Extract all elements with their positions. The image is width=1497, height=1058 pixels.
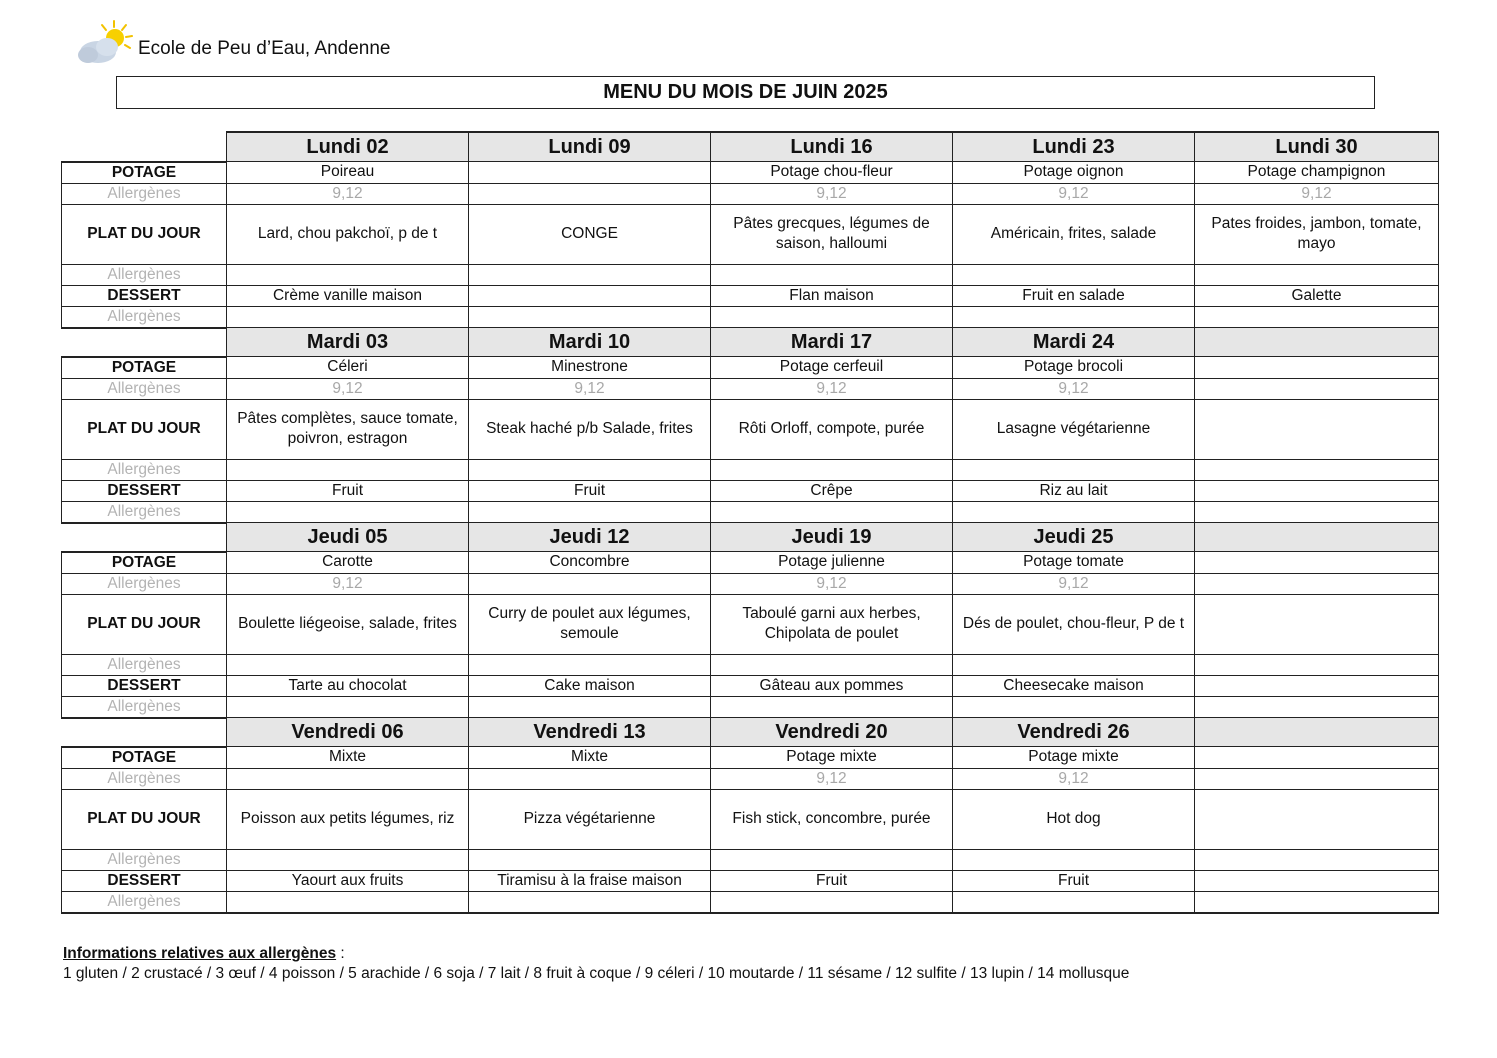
menu-cell-potage-allergens: 9,12 <box>227 183 469 204</box>
menu-cell-dessert-allergens <box>711 501 953 523</box>
menu-cell-dessert-allergens <box>953 501 1195 523</box>
menu-cell-dessert-allergens <box>227 696 469 718</box>
menu-row-potage <box>62 552 1439 574</box>
blank-corner <box>62 328 227 357</box>
menu-row-plat-allergens <box>62 459 1439 480</box>
menu-cell-potage: Potage chou-fleur <box>711 162 953 184</box>
row-label-dessert-allergens: Allergènes <box>62 696 227 718</box>
page-header <box>76 18 390 70</box>
menu-cell-potage-allergens <box>469 183 711 204</box>
row-label-potage-allergens: Allergènes <box>62 378 227 399</box>
menu-cell-dessert: Fruit en salade <box>953 285 1195 306</box>
day-header: Lundi 16 <box>711 132 953 162</box>
row-label-dessert: DESSERT <box>62 480 227 501</box>
menu-cell-plat: Hot dog <box>953 789 1195 849</box>
menu-cell-plat-allergens <box>1195 459 1439 480</box>
menu-cell-plat-allergens <box>953 459 1195 480</box>
menu-cell-potage-allergens: 9,12 <box>711 378 953 399</box>
menu-cell-potage-allergens <box>1195 378 1439 399</box>
menu-cell-potage-allergens: 9,12 <box>227 573 469 594</box>
menu-cell-potage-allergens: 9,12 <box>953 183 1195 204</box>
menu-cell-plat-allergens <box>227 849 469 870</box>
menu-row-dessert <box>62 675 1439 696</box>
row-label-dessert: DESSERT <box>62 285 227 306</box>
menu-row-plat-allergens <box>62 654 1439 675</box>
menu-cell-dessert-allergens <box>469 306 711 328</box>
menu-cell-dessert: Crêpe <box>711 480 953 501</box>
day-header: Vendredi 26 <box>953 718 1195 747</box>
row-label-potage: POTAGE <box>62 357 227 379</box>
day-header: Lundi 02 <box>227 132 469 162</box>
menu-row-dessert-allergens <box>62 306 1439 328</box>
menu-cell-potage: Potage mixte <box>711 747 953 769</box>
menu-cell-dessert: Cheesecake maison <box>953 675 1195 696</box>
menu-cell-potage-allergens <box>227 768 469 789</box>
menu-cell-dessert <box>1195 480 1439 501</box>
menu-cell-potage-allergens: 9,12 <box>953 378 1195 399</box>
menu-cell-potage-allergens: 9,12 <box>711 768 953 789</box>
sun-cloud-logo-icon <box>76 19 136 69</box>
menu-cell-plat: Pâtes grecques, légumes de saison, halloumi <box>711 204 953 264</box>
menu-cell-dessert-allergens <box>1195 306 1439 328</box>
menu-cell-potage <box>469 162 711 184</box>
menu-cell-dessert-allergens <box>227 891 469 913</box>
day-header: Lundi 09 <box>469 132 711 162</box>
menu-cell-potage: Mixte <box>227 747 469 769</box>
day-header: Mardi 17 <box>711 328 953 357</box>
menu-cell-plat-allergens <box>1195 264 1439 285</box>
school-name: Ecole de Peu d’Eau, Andenne <box>138 38 391 59</box>
row-label-dessert-allergens: Allergènes <box>62 501 227 523</box>
menu-cell-potage <box>1195 357 1439 379</box>
row-label-dessert: DESSERT <box>62 870 227 891</box>
menu-cell-dessert-allergens <box>953 891 1195 913</box>
menu-cell-plat: Curry de poulet aux légumes, semoule <box>469 594 711 654</box>
menu-row-dessert-allergens <box>62 501 1439 523</box>
day-header <box>1195 328 1439 357</box>
menu-row-potage <box>62 162 1439 184</box>
menu-cell-plat: Lasagne végétarienne <box>953 399 1195 459</box>
day-header: Vendredi 13 <box>469 718 711 747</box>
allergen-info-title: Informations relatives aux allergènes <box>63 945 337 962</box>
menu-cell-plat-allergens <box>711 849 953 870</box>
menu-cell-plat-allergens <box>953 654 1195 675</box>
day-header: Jeudi 25 <box>953 523 1195 552</box>
menu-cell-plat: Dés de poulet, chou-fleur, P de t <box>953 594 1195 654</box>
menu-cell-potage-allergens: 9,12 <box>711 183 953 204</box>
menu-cell-plat-allergens <box>953 264 1195 285</box>
menu-cell-plat-allergens <box>469 654 711 675</box>
menu-cell-plat-allergens <box>227 654 469 675</box>
menu-row-plat <box>62 204 1439 264</box>
menu-cell-plat: Poisson aux petits légumes, riz <box>227 789 469 849</box>
allergen-info-colon: : <box>336 945 345 962</box>
blank-corner <box>62 523 227 552</box>
menu-cell-potage: Potage oignon <box>953 162 1195 184</box>
menu-cell-potage: Potage champignon <box>1195 162 1439 184</box>
row-label-potage-allergens: Allergènes <box>62 183 227 204</box>
row-label-plat: PLAT DU JOUR <box>62 789 227 849</box>
menu-cell-dessert-allergens <box>711 891 953 913</box>
menu-cell-plat: Boulette liégeoise, salade, frites <box>227 594 469 654</box>
day-header: Jeudi 12 <box>469 523 711 552</box>
menu-cell-potage: Céleri <box>227 357 469 379</box>
menu-cell-plat: Lard, chou pakchoï, p de t <box>227 204 469 264</box>
day-header: Vendredi 20 <box>711 718 953 747</box>
row-label-dessert-allergens: Allergènes <box>62 306 227 328</box>
menu-cell-plat <box>1195 399 1439 459</box>
menu-table <box>61 131 1439 914</box>
menu-row-plat <box>62 594 1439 654</box>
allergen-list: 1 gluten / 2 crustacé / 3 œuf / 4 poisson / 5 arachide / 6 soja / 7 lait / 8 fruit à coque / 9 céleri / 10 moutarde / 11 sésame / 12 sulfite / 13 lupin / 14 mollusque <box>63 965 1130 982</box>
menu-cell-dessert: Fruit <box>711 870 953 891</box>
menu-cell-plat-allergens <box>469 459 711 480</box>
menu-cell-dessert-allergens <box>1195 891 1439 913</box>
menu-cell-potage-allergens <box>1195 768 1439 789</box>
row-label-plat-allergens: Allergènes <box>62 654 227 675</box>
menu-cell-dessert <box>469 285 711 306</box>
menu-cell-plat: CONGE <box>469 204 711 264</box>
menu-row-potage-allergens <box>62 183 1439 204</box>
day-header: Jeudi 19 <box>711 523 953 552</box>
menu-cell-plat-allergens <box>469 264 711 285</box>
menu-cell-potage-allergens <box>469 768 711 789</box>
menu-cell-potage-allergens: 9,12 <box>227 378 469 399</box>
row-label-dessert-allergens: Allergènes <box>62 891 227 913</box>
day-header <box>1195 718 1439 747</box>
menu-cell-plat-allergens <box>711 459 953 480</box>
menu-cell-dessert: Fruit <box>469 480 711 501</box>
menu-row-potage <box>62 357 1439 379</box>
menu-row-plat <box>62 789 1439 849</box>
row-label-plat-allergens: Allergènes <box>62 459 227 480</box>
menu-cell-potage-allergens <box>469 573 711 594</box>
row-label-plat: PLAT DU JOUR <box>62 594 227 654</box>
menu-row-plat-allergens <box>62 264 1439 285</box>
menu-cell-dessert-allergens <box>1195 501 1439 523</box>
day-header: Mardi 10 <box>469 328 711 357</box>
menu-cell-dessert-allergens <box>953 696 1195 718</box>
menu-cell-dessert: Galette <box>1195 285 1439 306</box>
menu-cell-plat-allergens <box>953 849 1195 870</box>
menu-cell-plat <box>1195 789 1439 849</box>
row-label-potage: POTAGE <box>62 747 227 769</box>
menu-cell-potage: Poireau <box>227 162 469 184</box>
menu-cell-dessert: Gâteau aux pommes <box>711 675 953 696</box>
day-header: Jeudi 05 <box>227 523 469 552</box>
menu-cell-potage: Carotte <box>227 552 469 574</box>
menu-cell-potage: Mixte <box>469 747 711 769</box>
menu-cell-dessert: Crème vanille maison <box>227 285 469 306</box>
day-header-row <box>62 132 1439 162</box>
menu-cell-plat: Américain, frites, salade <box>953 204 1195 264</box>
menu-row-potage <box>62 747 1439 769</box>
menu-row-dessert <box>62 870 1439 891</box>
menu-cell-dessert: Tiramisu à la fraise maison <box>469 870 711 891</box>
menu-cell-potage-allergens: 9,12 <box>469 378 711 399</box>
menu-cell-dessert-allergens <box>469 501 711 523</box>
row-label-dessert: DESSERT <box>62 675 227 696</box>
menu-cell-dessert-allergens <box>227 306 469 328</box>
menu-cell-dessert-allergens <box>711 306 953 328</box>
day-header-row <box>62 523 1439 552</box>
menu-cell-potage: Potage cerfeuil <box>711 357 953 379</box>
menu-cell-potage-allergens: 9,12 <box>1195 183 1439 204</box>
menu-cell-dessert: Tarte au chocolat <box>227 675 469 696</box>
menu-cell-plat: Fish stick, concombre, purée <box>711 789 953 849</box>
menu-cell-plat: Taboulé garni aux herbes, Chipolata de poulet <box>711 594 953 654</box>
menu-row-dessert <box>62 480 1439 501</box>
menu-cell-dessert-allergens <box>227 501 469 523</box>
menu-cell-dessert: Fruit <box>227 480 469 501</box>
menu-cell-potage-allergens: 9,12 <box>953 768 1195 789</box>
page-title: MENU DU MOIS DE JUIN 2025 <box>116 76 1375 109</box>
menu-cell-potage-allergens: 9,12 <box>953 573 1195 594</box>
day-header: Mardi 24 <box>953 328 1195 357</box>
menu-cell-potage: Potage brocoli <box>953 357 1195 379</box>
menu-cell-plat-allergens <box>1195 849 1439 870</box>
menu-cell-plat: Pâtes complètes, sauce tomate, poivron, estragon <box>227 399 469 459</box>
blank-corner <box>62 132 227 162</box>
menu-row-potage-allergens <box>62 573 1439 594</box>
menu-cell-potage: Minestrone <box>469 357 711 379</box>
row-label-potage: POTAGE <box>62 162 227 184</box>
menu-row-dessert <box>62 285 1439 306</box>
menu-cell-dessert: Flan maison <box>711 285 953 306</box>
day-header: Lundi 30 <box>1195 132 1439 162</box>
menu-cell-potage-allergens: 9,12 <box>711 573 953 594</box>
row-label-plat: PLAT DU JOUR <box>62 399 227 459</box>
menu-cell-plat-allergens <box>227 459 469 480</box>
menu-cell-plat: Pates froides, jambon, tomate, mayo <box>1195 204 1439 264</box>
menu-row-dessert-allergens <box>62 891 1439 913</box>
menu-cell-plat: Rôti Orloff, compote, purée <box>711 399 953 459</box>
menu-cell-dessert <box>1195 870 1439 891</box>
menu-cell-plat-allergens <box>469 849 711 870</box>
menu-cell-potage <box>1195 747 1439 769</box>
menu-cell-dessert <box>1195 675 1439 696</box>
menu-row-plat-allergens <box>62 849 1439 870</box>
menu-cell-potage: Potage julienne <box>711 552 953 574</box>
menu-row-potage-allergens <box>62 378 1439 399</box>
menu-cell-dessert: Cake maison <box>469 675 711 696</box>
menu-cell-dessert-allergens <box>1195 696 1439 718</box>
day-header: Mardi 03 <box>227 328 469 357</box>
menu-row-dessert-allergens <box>62 696 1439 718</box>
menu-cell-plat: Steak haché p/b Salade, frites <box>469 399 711 459</box>
menu-cell-plat-allergens <box>711 654 953 675</box>
row-label-potage-allergens: Allergènes <box>62 768 227 789</box>
menu-cell-plat <box>1195 594 1439 654</box>
allergen-info <box>63 944 1129 984</box>
row-label-plat-allergens: Allergènes <box>62 264 227 285</box>
day-header-row <box>62 328 1439 357</box>
row-label-potage: POTAGE <box>62 552 227 574</box>
menu-cell-potage: Concombre <box>469 552 711 574</box>
menu-row-plat <box>62 399 1439 459</box>
row-label-potage-allergens: Allergènes <box>62 573 227 594</box>
menu-cell-dessert-allergens <box>953 306 1195 328</box>
menu-cell-potage-allergens <box>1195 573 1439 594</box>
menu-cell-potage: Potage mixte <box>953 747 1195 769</box>
row-label-plat: PLAT DU JOUR <box>62 204 227 264</box>
blank-corner <box>62 718 227 747</box>
menu-cell-plat: Pizza végétarienne <box>469 789 711 849</box>
menu-cell-dessert-allergens <box>711 696 953 718</box>
menu-cell-dessert: Yaourt aux fruits <box>227 870 469 891</box>
menu-cell-dessert-allergens <box>469 891 711 913</box>
menu-cell-dessert-allergens <box>469 696 711 718</box>
row-label-plat-allergens: Allergènes <box>62 849 227 870</box>
menu-cell-plat-allergens <box>1195 654 1439 675</box>
menu-cell-dessert: Fruit <box>953 870 1195 891</box>
day-header: Lundi 23 <box>953 132 1195 162</box>
day-header: Vendredi 06 <box>227 718 469 747</box>
day-header <box>1195 523 1439 552</box>
menu-cell-plat-allergens <box>227 264 469 285</box>
day-header-row <box>62 718 1439 747</box>
menu-cell-dessert: Riz au lait <box>953 480 1195 501</box>
menu-cell-potage: Potage tomate <box>953 552 1195 574</box>
menu-row-potage-allergens <box>62 768 1439 789</box>
menu-cell-plat-allergens <box>711 264 953 285</box>
menu-cell-potage <box>1195 552 1439 574</box>
